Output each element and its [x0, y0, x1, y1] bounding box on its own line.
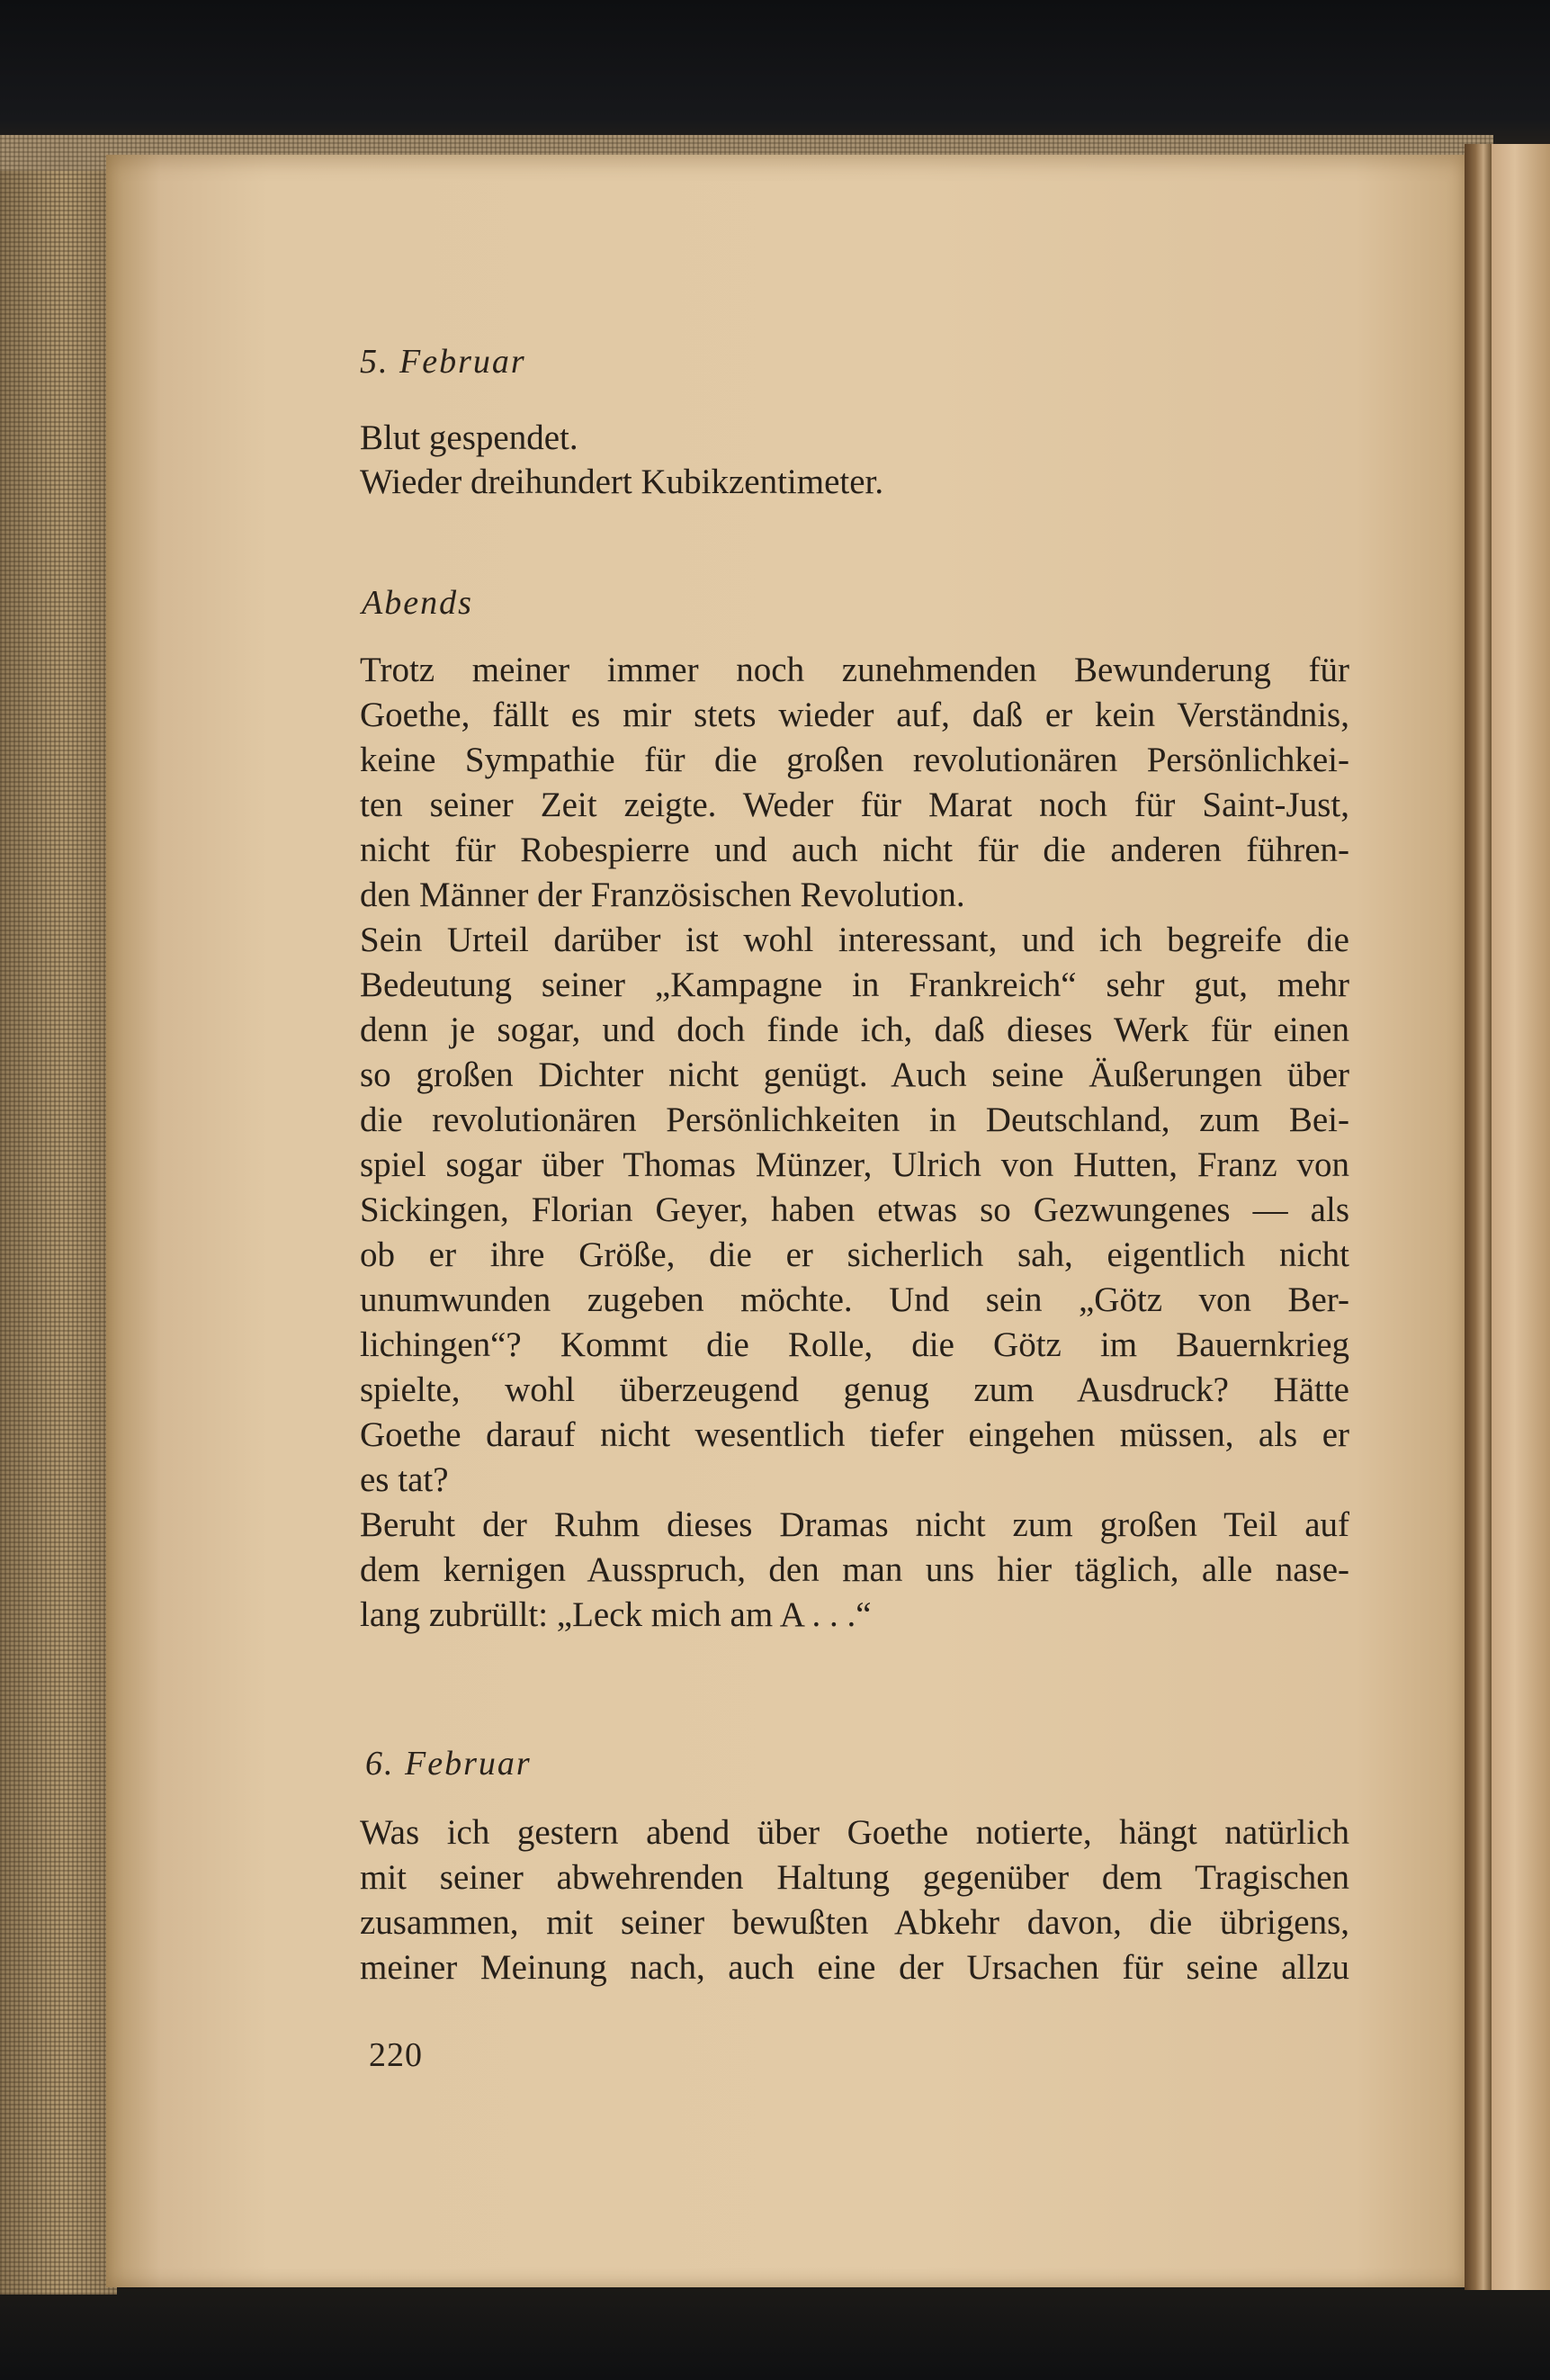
text-line: unumwunden zugeben möchte. Und sein „Götz von Ber-: [360, 1280, 1349, 1319]
text-line: Beruht der Ruhm dieses Dramas nicht zum großen Teil auf: [360, 1505, 1349, 1544]
text-line: zusammen, mit seiner bewußten Abkehr davon, die übrigens,: [360, 1903, 1349, 1942]
text-line: lichingen“? Kommt die Rolle, die Götz im Bauernkrieg: [360, 1325, 1349, 1364]
text-line: denn je sogar, und doch finde ich, daß dieses Werk für einen: [360, 1010, 1349, 1049]
text-line: spielte, wohl überzeugend genug zum Ausdruck? Hätte: [360, 1370, 1349, 1409]
text-line: spiel sogar über Thomas Münzer, Ulrich von Hutten, Franz von: [360, 1145, 1349, 1184]
text-line: nicht für Robespierre und auch nicht für die anderen führen-: [360, 831, 1349, 869]
text-line: Sein Urteil darüber ist wohl interessant, und ich begreife die: [360, 921, 1349, 959]
text-line: dem kernigen Ausspruch, den man uns hier täglich, alle nase-: [360, 1550, 1349, 1589]
text-line: meiner Meinung nach, auch eine der Ursachen für seine allzu: [360, 1948, 1349, 1987]
next-page-edge: [1492, 144, 1550, 2290]
text-line: lang zubrüllt: „Leck mich am A . . .“: [360, 1595, 872, 1634]
text-line: ob er ihre Größe, die er sicherlich sah, eigentlich nicht: [360, 1235, 1349, 1274]
text-line: Goethe, fällt es mir stets wieder auf, daß er kein Verständnis,: [360, 696, 1349, 734]
entry-date-heading: 6. Februar: [365, 1745, 532, 1783]
text-line: es tat?: [360, 1460, 449, 1499]
text-line: ten seiner Zeit zeigte. Weder für Marat noch für Saint-Just,: [360, 786, 1349, 824]
entry-date-heading: 5. Februar: [360, 343, 526, 381]
text-line: Trotz meiner immer noch zunehmenden Bewunderung für: [360, 651, 1349, 689]
text-line: Sickingen, Florian Geyer, haben etwas so Gezwungenes — als: [360, 1190, 1349, 1229]
text-line: Blut gespendet.: [360, 418, 578, 457]
background-top: [0, 0, 1550, 148]
text-line: Goethe darauf nicht wesentlich tiefer eingehen müssen, als er: [360, 1415, 1349, 1454]
text-line: den Männer der Französischen Revolution.: [360, 876, 965, 914]
background-bottom: [0, 2281, 1550, 2380]
text-line: die revolutionären Persönlichkeiten in Deutschland, zum Bei-: [360, 1100, 1349, 1139]
text-line: Bedeutung seiner „Kampagne in Frankreich“ sehr gut, mehr: [360, 965, 1349, 1004]
text-line: keine Sympathie für die großen revolutionären Persönlichkei-: [360, 741, 1349, 779]
text-line: Was ich gestern abend über Goethe notierte, hängt natürlich: [360, 1813, 1349, 1852]
entry-date-heading: Abends: [362, 584, 473, 622]
page-gutter-shadow: [1465, 144, 1492, 2290]
text-line: so großen Dichter nicht genügt. Auch seine Äußerungen über: [360, 1055, 1349, 1094]
page-number: 220: [369, 2036, 423, 2074]
text-line: Wieder dreihundert Kubikzentimeter.: [360, 463, 884, 501]
text-line: mit seiner abwehrenden Haltung gegenüber dem Tragischen: [360, 1858, 1349, 1897]
cloth-binding-left: [0, 135, 117, 2295]
